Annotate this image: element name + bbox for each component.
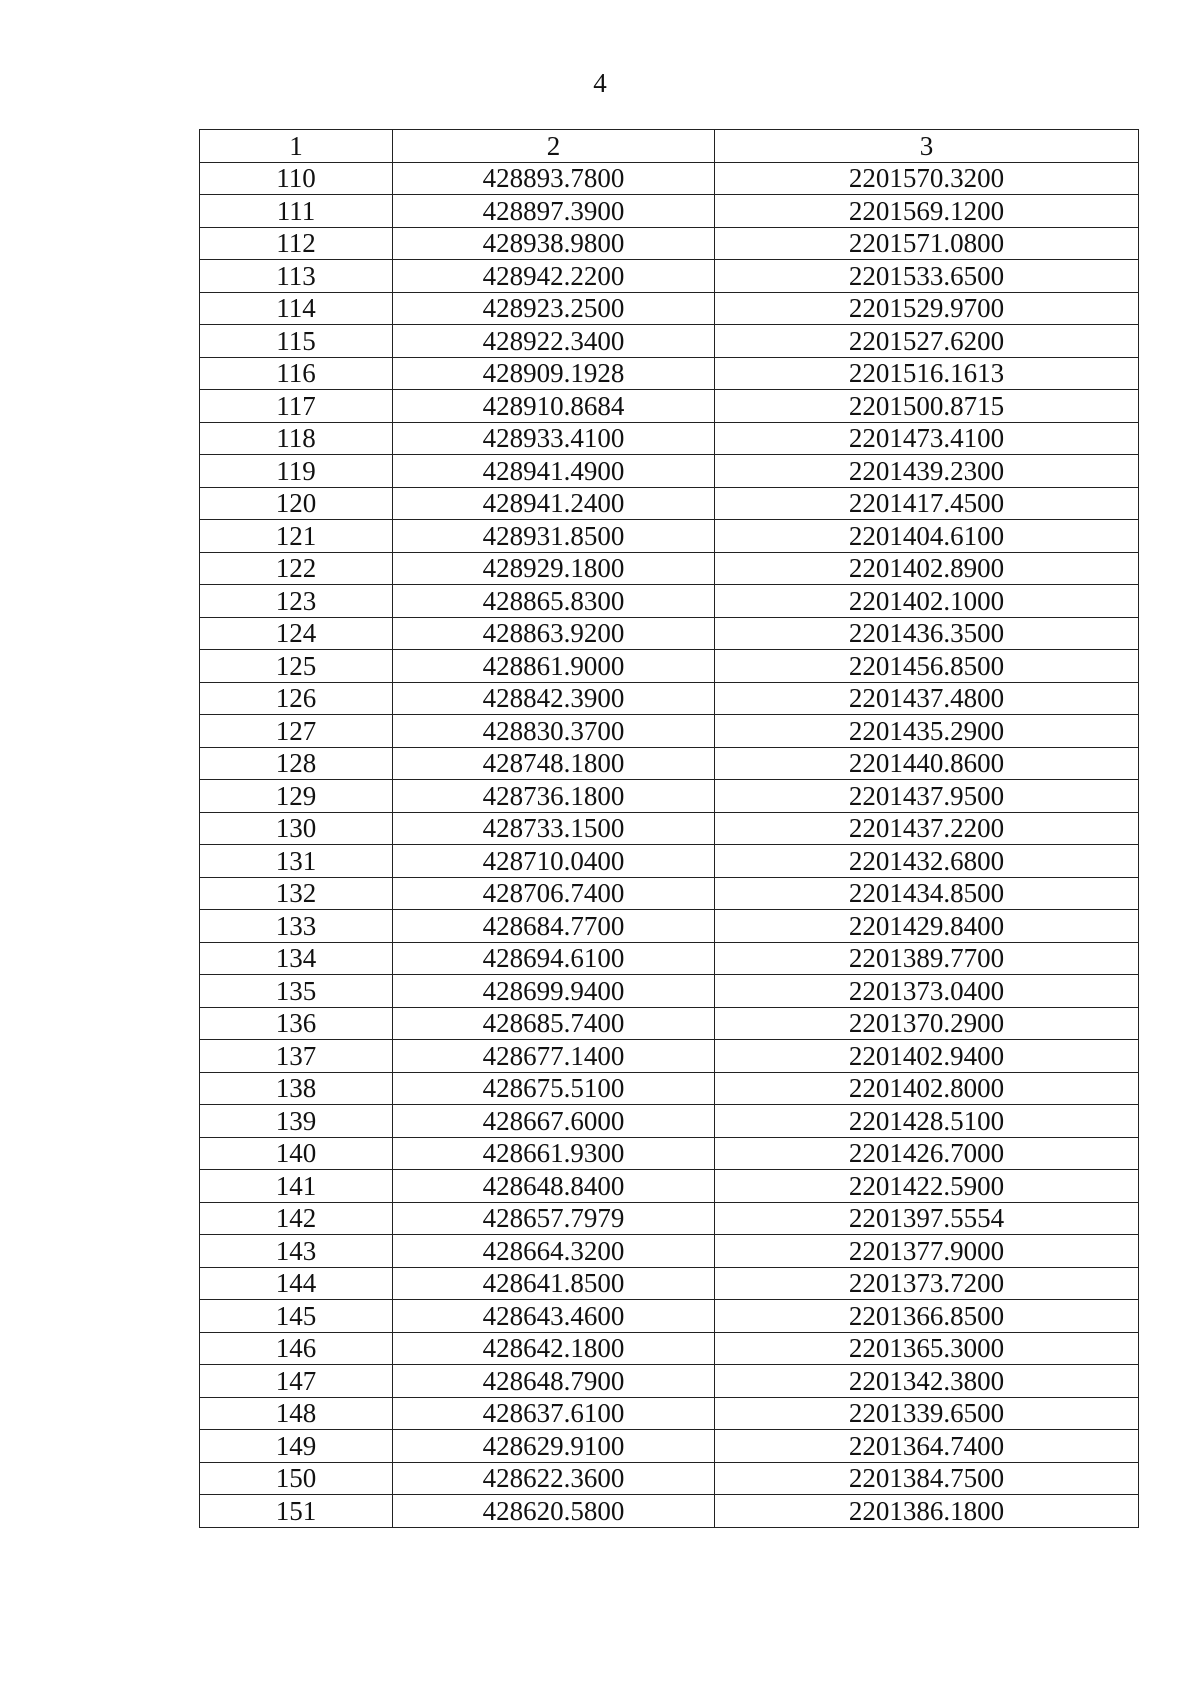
y-coordinate-cell: 2201342.3800 bbox=[715, 1365, 1139, 1398]
table-row bbox=[200, 1170, 1139, 1203]
x-coordinate-cell: 428685.7400 bbox=[393, 1007, 715, 1040]
table-row bbox=[200, 845, 1139, 878]
x-coordinate-cell: 428648.7900 bbox=[393, 1365, 715, 1398]
column-header-x: 2 bbox=[393, 130, 715, 163]
y-coordinate-cell: 2201377.9000 bbox=[715, 1235, 1139, 1268]
point-number-cell: 129 bbox=[200, 780, 393, 813]
coordinates-table bbox=[199, 129, 1139, 1528]
point-number-cell: 136 bbox=[200, 1007, 393, 1040]
table-row bbox=[200, 1202, 1139, 1235]
x-coordinate-cell: 428863.9200 bbox=[393, 617, 715, 650]
x-coordinate-cell: 428923.2500 bbox=[393, 292, 715, 325]
table-header bbox=[200, 130, 1139, 163]
x-coordinate-cell: 428667.6000 bbox=[393, 1105, 715, 1138]
x-coordinate-cell: 428661.9300 bbox=[393, 1137, 715, 1170]
x-coordinate-cell: 428842.3900 bbox=[393, 682, 715, 715]
point-number-cell: 146 bbox=[200, 1332, 393, 1365]
table-row bbox=[200, 1430, 1139, 1463]
x-coordinate-cell: 428629.9100 bbox=[393, 1430, 715, 1463]
x-coordinate-cell: 428941.2400 bbox=[393, 487, 715, 520]
x-coordinate-cell: 428909.1928 bbox=[393, 357, 715, 390]
y-coordinate-cell: 2201373.7200 bbox=[715, 1267, 1139, 1300]
point-number-cell: 148 bbox=[200, 1397, 393, 1430]
y-coordinate-cell: 2201428.5100 bbox=[715, 1105, 1139, 1138]
y-coordinate-cell: 2201529.9700 bbox=[715, 292, 1139, 325]
x-coordinate-cell: 428648.8400 bbox=[393, 1170, 715, 1203]
point-number-cell: 149 bbox=[200, 1430, 393, 1463]
y-coordinate-cell: 2201397.5554 bbox=[715, 1202, 1139, 1235]
point-number-cell: 130 bbox=[200, 812, 393, 845]
table-row bbox=[200, 195, 1139, 228]
page-number: 4 bbox=[593, 68, 607, 98]
table-row bbox=[200, 390, 1139, 423]
point-number-cell: 132 bbox=[200, 877, 393, 910]
x-coordinate-cell: 428641.8500 bbox=[393, 1267, 715, 1300]
point-number-cell: 113 bbox=[200, 260, 393, 293]
y-coordinate-cell: 2201426.7000 bbox=[715, 1137, 1139, 1170]
point-number-cell: 131 bbox=[200, 845, 393, 878]
x-coordinate-cell: 428664.3200 bbox=[393, 1235, 715, 1268]
x-coordinate-cell: 428933.4100 bbox=[393, 422, 715, 455]
point-number-cell: 114 bbox=[200, 292, 393, 325]
table-row bbox=[200, 260, 1139, 293]
x-coordinate-cell: 428684.7700 bbox=[393, 910, 715, 943]
y-coordinate-cell: 2201404.6100 bbox=[715, 520, 1139, 553]
table-body bbox=[200, 162, 1139, 1527]
table-row bbox=[200, 455, 1139, 488]
y-coordinate-cell: 2201440.8600 bbox=[715, 747, 1139, 780]
table-row bbox=[200, 617, 1139, 650]
y-coordinate-cell: 2201570.3200 bbox=[715, 162, 1139, 195]
point-number-cell: 117 bbox=[200, 390, 393, 423]
point-number-cell: 135 bbox=[200, 975, 393, 1008]
x-coordinate-cell: 428694.6100 bbox=[393, 942, 715, 975]
table-row bbox=[200, 585, 1139, 618]
table-row bbox=[200, 227, 1139, 260]
table-row bbox=[200, 1007, 1139, 1040]
table-row bbox=[200, 1462, 1139, 1495]
point-number-cell: 151 bbox=[200, 1495, 393, 1528]
table-row bbox=[200, 910, 1139, 943]
x-coordinate-cell: 428897.3900 bbox=[393, 195, 715, 228]
table-row bbox=[200, 325, 1139, 358]
table-row bbox=[200, 1072, 1139, 1105]
point-number-cell: 126 bbox=[200, 682, 393, 715]
y-coordinate-cell: 2201516.1613 bbox=[715, 357, 1139, 390]
y-coordinate-cell: 2201339.6500 bbox=[715, 1397, 1139, 1430]
point-number-cell: 138 bbox=[200, 1072, 393, 1105]
x-coordinate-cell: 428942.2200 bbox=[393, 260, 715, 293]
point-number-cell: 137 bbox=[200, 1040, 393, 1073]
y-coordinate-cell: 2201389.7700 bbox=[715, 942, 1139, 975]
point-number-cell: 111 bbox=[200, 195, 393, 228]
point-number-cell: 120 bbox=[200, 487, 393, 520]
table-row bbox=[200, 1235, 1139, 1268]
table-row bbox=[200, 1300, 1139, 1333]
y-coordinate-cell: 2201432.6800 bbox=[715, 845, 1139, 878]
table-row bbox=[200, 357, 1139, 390]
x-coordinate-cell: 428910.8684 bbox=[393, 390, 715, 423]
x-coordinate-cell: 428861.9000 bbox=[393, 650, 715, 683]
x-coordinate-cell: 428748.1800 bbox=[393, 747, 715, 780]
point-number-cell: 110 bbox=[200, 162, 393, 195]
y-coordinate-cell: 2201402.1000 bbox=[715, 585, 1139, 618]
x-coordinate-cell: 428620.5800 bbox=[393, 1495, 715, 1528]
table-row bbox=[200, 877, 1139, 910]
table-row bbox=[200, 422, 1139, 455]
point-number-cell: 127 bbox=[200, 715, 393, 748]
x-coordinate-cell: 428699.9400 bbox=[393, 975, 715, 1008]
y-coordinate-cell: 2201569.1200 bbox=[715, 195, 1139, 228]
y-coordinate-cell: 2201364.7400 bbox=[715, 1430, 1139, 1463]
x-coordinate-cell: 428922.3400 bbox=[393, 325, 715, 358]
table-row bbox=[200, 1332, 1139, 1365]
table-row bbox=[200, 1105, 1139, 1138]
x-coordinate-cell: 428733.1500 bbox=[393, 812, 715, 845]
point-number-cell: 125 bbox=[200, 650, 393, 683]
table-row bbox=[200, 1137, 1139, 1170]
table-row bbox=[200, 780, 1139, 813]
y-coordinate-cell: 2201456.8500 bbox=[715, 650, 1139, 683]
y-coordinate-cell: 2201533.6500 bbox=[715, 260, 1139, 293]
y-coordinate-cell: 2201402.8900 bbox=[715, 552, 1139, 585]
y-coordinate-cell: 2201373.0400 bbox=[715, 975, 1139, 1008]
x-coordinate-cell: 428938.9800 bbox=[393, 227, 715, 260]
x-coordinate-cell: 428637.6100 bbox=[393, 1397, 715, 1430]
x-coordinate-cell: 428622.3600 bbox=[393, 1462, 715, 1495]
table-row bbox=[200, 1365, 1139, 1398]
x-coordinate-cell: 428643.4600 bbox=[393, 1300, 715, 1333]
header-row bbox=[200, 130, 1139, 163]
table-row bbox=[200, 292, 1139, 325]
table-row bbox=[200, 747, 1139, 780]
x-coordinate-cell: 428675.5100 bbox=[393, 1072, 715, 1105]
point-number-cell: 140 bbox=[200, 1137, 393, 1170]
point-number-cell: 142 bbox=[200, 1202, 393, 1235]
point-number-cell: 115 bbox=[200, 325, 393, 358]
column-header-number: 1 bbox=[200, 130, 393, 163]
table-row bbox=[200, 942, 1139, 975]
table-row bbox=[200, 1495, 1139, 1528]
y-coordinate-cell: 2201473.4100 bbox=[715, 422, 1139, 455]
point-number-cell: 133 bbox=[200, 910, 393, 943]
y-coordinate-cell: 2201402.9400 bbox=[715, 1040, 1139, 1073]
x-coordinate-cell: 428941.4900 bbox=[393, 455, 715, 488]
y-coordinate-cell: 2201386.1800 bbox=[715, 1495, 1139, 1528]
y-coordinate-cell: 2201437.2200 bbox=[715, 812, 1139, 845]
point-number-cell: 134 bbox=[200, 942, 393, 975]
point-number-cell: 144 bbox=[200, 1267, 393, 1300]
x-coordinate-cell: 428929.1800 bbox=[393, 552, 715, 585]
y-coordinate-cell: 2201402.8000 bbox=[715, 1072, 1139, 1105]
y-coordinate-cell: 2201527.6200 bbox=[715, 325, 1139, 358]
x-coordinate-cell: 428865.8300 bbox=[393, 585, 715, 618]
point-number-cell: 116 bbox=[200, 357, 393, 390]
y-coordinate-cell: 2201500.8715 bbox=[715, 390, 1139, 423]
point-number-cell: 143 bbox=[200, 1235, 393, 1268]
point-number-cell: 145 bbox=[200, 1300, 393, 1333]
point-number-cell: 112 bbox=[200, 227, 393, 260]
y-coordinate-cell: 2201436.3500 bbox=[715, 617, 1139, 650]
table-row bbox=[200, 682, 1139, 715]
x-coordinate-cell: 428642.1800 bbox=[393, 1332, 715, 1365]
table-row bbox=[200, 162, 1139, 195]
x-coordinate-cell: 428931.8500 bbox=[393, 520, 715, 553]
table-row bbox=[200, 487, 1139, 520]
table-row bbox=[200, 1040, 1139, 1073]
point-number-cell: 122 bbox=[200, 552, 393, 585]
y-coordinate-cell: 2201437.9500 bbox=[715, 780, 1139, 813]
y-coordinate-cell: 2201366.8500 bbox=[715, 1300, 1139, 1333]
point-number-cell: 139 bbox=[200, 1105, 393, 1138]
table-row bbox=[200, 520, 1139, 553]
y-coordinate-cell: 2201434.8500 bbox=[715, 877, 1139, 910]
table-row bbox=[200, 552, 1139, 585]
point-number-cell: 141 bbox=[200, 1170, 393, 1203]
x-coordinate-cell: 428657.7979 bbox=[393, 1202, 715, 1235]
table-row bbox=[200, 715, 1139, 748]
x-coordinate-cell: 428736.1800 bbox=[393, 780, 715, 813]
y-coordinate-cell: 2201437.4800 bbox=[715, 682, 1139, 715]
x-coordinate-cell: 428710.0400 bbox=[393, 845, 715, 878]
y-coordinate-cell: 2201439.2300 bbox=[715, 455, 1139, 488]
y-coordinate-cell: 2201365.3000 bbox=[715, 1332, 1139, 1365]
y-coordinate-cell: 2201571.0800 bbox=[715, 227, 1139, 260]
x-coordinate-cell: 428706.7400 bbox=[393, 877, 715, 910]
table-row bbox=[200, 975, 1139, 1008]
table-row bbox=[200, 812, 1139, 845]
y-coordinate-cell: 2201384.7500 bbox=[715, 1462, 1139, 1495]
point-number-cell: 128 bbox=[200, 747, 393, 780]
y-coordinate-cell: 2201422.5900 bbox=[715, 1170, 1139, 1203]
table-row bbox=[200, 650, 1139, 683]
column-header-y: 3 bbox=[715, 130, 1139, 163]
point-number-cell: 124 bbox=[200, 617, 393, 650]
point-number-cell: 150 bbox=[200, 1462, 393, 1495]
y-coordinate-cell: 2201429.8400 bbox=[715, 910, 1139, 943]
point-number-cell: 123 bbox=[200, 585, 393, 618]
x-coordinate-cell: 428677.1400 bbox=[393, 1040, 715, 1073]
x-coordinate-cell: 428830.3700 bbox=[393, 715, 715, 748]
x-coordinate-cell: 428893.7800 bbox=[393, 162, 715, 195]
y-coordinate-cell: 2201370.2900 bbox=[715, 1007, 1139, 1040]
table-row bbox=[200, 1267, 1139, 1300]
point-number-cell: 119 bbox=[200, 455, 393, 488]
y-coordinate-cell: 2201435.2900 bbox=[715, 715, 1139, 748]
point-number-cell: 118 bbox=[200, 422, 393, 455]
table-row bbox=[200, 1397, 1139, 1430]
point-number-cell: 121 bbox=[200, 520, 393, 553]
point-number-cell: 147 bbox=[200, 1365, 393, 1398]
y-coordinate-cell: 2201417.4500 bbox=[715, 487, 1139, 520]
